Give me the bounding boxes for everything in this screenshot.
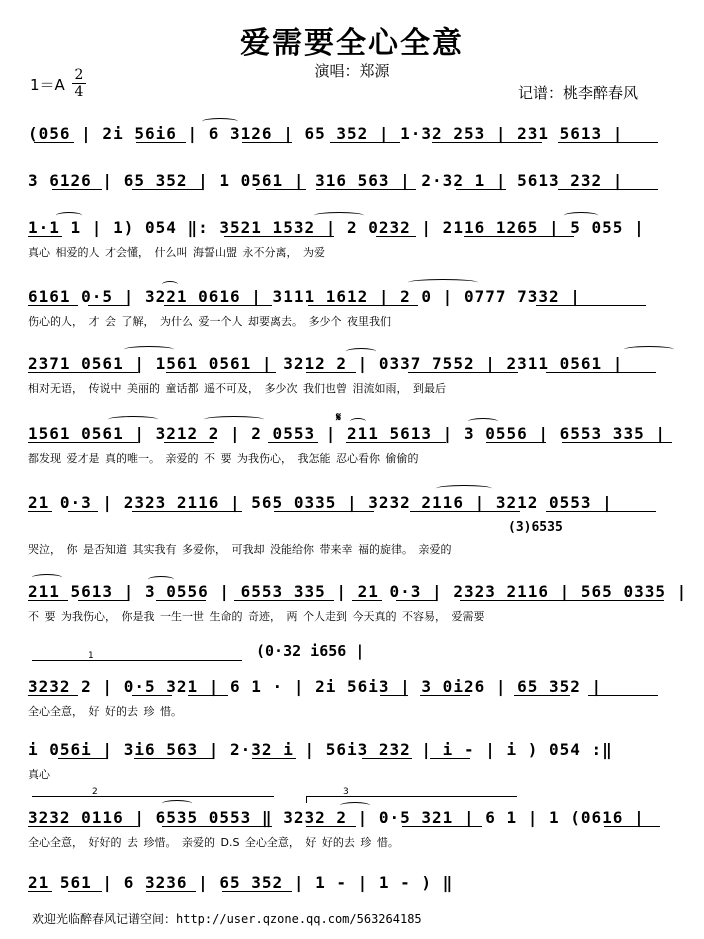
beam bbox=[252, 758, 296, 759]
beam bbox=[58, 758, 108, 759]
beam bbox=[410, 511, 520, 512]
beam bbox=[306, 826, 356, 827]
beam bbox=[546, 511, 656, 512]
beam bbox=[306, 372, 356, 373]
beam bbox=[68, 511, 98, 512]
beam bbox=[562, 442, 672, 443]
tie bbox=[564, 212, 598, 219]
beam bbox=[330, 142, 400, 143]
lyrics: 相对无语， 传说中 美丽的 童话都 遥不可及， 多少次 我们也曾 泪流如雨， 到最后 bbox=[28, 382, 446, 395]
notes: 3232 0116 | 6535 0553 ‖ 3232 2 | 0·5 321 | 6 1 | 1 (0616 | bbox=[28, 808, 645, 827]
beam bbox=[28, 305, 78, 306]
notes: i 056i | 3i6 563 | 2·32 i | 56i3 232 | i - | i ) 054 :‖ bbox=[28, 740, 613, 759]
meter-top: 2 bbox=[74, 67, 84, 83]
beam bbox=[268, 442, 318, 443]
beam bbox=[28, 511, 52, 512]
tie bbox=[436, 485, 492, 492]
tie bbox=[340, 802, 370, 809]
score-row-12 bbox=[28, 873, 676, 903]
beam bbox=[432, 142, 542, 143]
beam bbox=[136, 142, 186, 143]
beam bbox=[308, 305, 418, 306]
beam bbox=[604, 826, 660, 827]
tie bbox=[162, 281, 178, 288]
score-row-6 bbox=[28, 410, 676, 468]
score-row-3 bbox=[28, 218, 676, 262]
score-row-7 bbox=[28, 493, 676, 557]
beam bbox=[78, 600, 128, 601]
beam bbox=[52, 189, 102, 190]
score-row-5 bbox=[28, 354, 676, 398]
beam bbox=[222, 891, 292, 892]
beam bbox=[486, 442, 546, 443]
notes: 211 5613 | 3 0556 | 6553 335 | 21 0·3 | 2323 2116 | 565 0335 | bbox=[28, 582, 688, 601]
beam bbox=[420, 695, 470, 696]
score-row-1 bbox=[28, 124, 676, 160]
beam bbox=[274, 511, 374, 512]
notes: 21 561 | 6 3236 | 65 352 | 1 - | 1 - ) ‖ bbox=[28, 873, 454, 892]
score-row-2 bbox=[28, 171, 676, 207]
score-row-4 bbox=[28, 287, 676, 331]
beam bbox=[164, 442, 214, 443]
notes: 21 0·3 | 2323 2116 | 565 0335 | 3232 2116 | 3212 0553 | bbox=[28, 493, 613, 512]
meter-bottom: 4 bbox=[74, 84, 84, 100]
beam bbox=[162, 826, 272, 827]
notes: 6161 0·5 | 3221 0616 | 3111 1612 | 2 0 | 0777 7332 | bbox=[28, 287, 581, 306]
beam bbox=[134, 758, 214, 759]
volta-bracket-3 bbox=[306, 787, 517, 803]
beam bbox=[514, 695, 570, 696]
lyrics: 全心全意， 好 好的去 珍 惜。 bbox=[28, 705, 182, 718]
score-row-11 bbox=[28, 808, 676, 852]
beam bbox=[132, 695, 172, 696]
tie bbox=[148, 576, 174, 583]
score-row-10 bbox=[28, 740, 676, 784]
beam bbox=[28, 695, 78, 696]
song-title: 爱需要全心全意 bbox=[240, 26, 464, 61]
notes: 1·1 1 | 1) 054 ‖: 3521 1532 | 2 0232 | 2116 1265 | 5 055 | bbox=[28, 218, 645, 237]
segno-insert: (3)6535 bbox=[508, 520, 563, 535]
beam bbox=[28, 372, 138, 373]
tie bbox=[350, 418, 366, 425]
beam bbox=[456, 189, 506, 190]
tie bbox=[56, 212, 82, 219]
lyrics: 都发现 爱才是 真的唯一。 亲爱的 不 要 为我伤心， 我怎能 忍心看你 偷偷的 bbox=[28, 452, 419, 465]
score-row-8 bbox=[28, 582, 688, 626]
beam bbox=[28, 891, 52, 892]
lyrics: 真心 相爱的人 才会懂， 什么叫 海誓山盟 永不分离， 为爱 bbox=[28, 246, 325, 259]
volta-bracket-2 bbox=[32, 787, 274, 803]
tie bbox=[204, 416, 264, 423]
tie bbox=[108, 416, 158, 423]
tie bbox=[624, 346, 674, 353]
beam bbox=[234, 600, 334, 601]
beam bbox=[68, 891, 102, 892]
tie bbox=[32, 574, 62, 581]
beam bbox=[564, 600, 664, 601]
beam bbox=[588, 695, 658, 696]
tie bbox=[468, 418, 498, 425]
lyrics: 真心 bbox=[28, 768, 50, 781]
interlude-notes: (0·32 i656 | bbox=[256, 642, 365, 660]
beam bbox=[362, 758, 412, 759]
beam bbox=[256, 189, 306, 190]
tie bbox=[346, 348, 376, 355]
beam bbox=[346, 442, 446, 443]
notes: 1561 0561 | 3212 2 | 2 0553 | 211 5613 | 3 0556 | 6553 335 | bbox=[28, 424, 666, 443]
beam bbox=[380, 695, 408, 696]
volta-bracket-1 bbox=[32, 651, 242, 667]
tie bbox=[124, 346, 174, 353]
beam bbox=[166, 372, 276, 373]
beam bbox=[460, 600, 568, 601]
beam bbox=[188, 695, 228, 696]
score-row-9 bbox=[28, 677, 676, 721]
beam bbox=[352, 600, 382, 601]
beam bbox=[464, 236, 574, 237]
beam bbox=[164, 305, 272, 306]
beam bbox=[402, 826, 482, 827]
volta-number: 2 bbox=[92, 787, 98, 797]
beam bbox=[316, 189, 416, 190]
beam bbox=[28, 236, 62, 237]
beam bbox=[558, 142, 658, 143]
lyrics: 伤心的人， 才 会 了解， 为什么 爱一个人 却要离去。 多少个 夜里我们 bbox=[28, 315, 391, 328]
beam bbox=[396, 600, 436, 601]
beam bbox=[546, 372, 656, 373]
beam bbox=[408, 372, 518, 373]
beam bbox=[34, 142, 74, 143]
beam bbox=[28, 600, 68, 601]
segno-sign: 𝄋 bbox=[336, 410, 342, 424]
beam bbox=[242, 142, 292, 143]
volta-number: 3 bbox=[343, 787, 349, 797]
beam bbox=[88, 305, 128, 306]
beam bbox=[132, 511, 242, 512]
lyrics: 哭泣， 你 是否知道 其实我有 多爱你， 可我却 没能给你 带来幸 福的旋律。 亲爱的 bbox=[28, 543, 452, 556]
beam bbox=[536, 305, 646, 306]
lyrics: 全心全意， 好好的 去 珍惜。 亲爱的 D.S 全心全意， 好 好的去 珍 惜。 bbox=[28, 836, 399, 849]
beam bbox=[430, 758, 470, 759]
tie bbox=[162, 800, 192, 807]
notes: (056 | 2i 56i6 | 6 3126 | 65 352 | 1·32 253 | 231 5613 | bbox=[28, 124, 624, 143]
singer-credit: 演唱：郑源 bbox=[314, 62, 390, 80]
beam bbox=[224, 236, 334, 237]
beam bbox=[156, 600, 206, 601]
lyrics: 不 要 为我伤心， 你是我 一生一世 生命的 奇迹， 两 个人走到 今天真的 不容易， 爱需要 bbox=[28, 610, 485, 623]
beam bbox=[376, 236, 416, 237]
notes: 3 6126 | 65 352 | 1 0561 | 316 563 | 2·32 1 | 5613 232 | bbox=[28, 171, 624, 190]
key-signature: 1＝A bbox=[30, 76, 65, 94]
time-signature bbox=[72, 68, 86, 99]
transcriber-credit: 记谱：桃李醉春风 bbox=[518, 84, 639, 102]
beam bbox=[28, 442, 138, 443]
notes: 2371 0561 | 1561 0561 | 3212 2 | 0337 7552 | 2311 0561 | bbox=[28, 354, 624, 373]
tie bbox=[202, 118, 238, 125]
tie bbox=[408, 279, 478, 286]
notes: 3232 2 | 0·5 321 | 6 1 · | 2i 56i3 | 3 0i26 | 65 352 | bbox=[28, 677, 603, 696]
beam bbox=[28, 826, 138, 827]
tie bbox=[314, 212, 364, 219]
beam bbox=[132, 189, 202, 190]
beam bbox=[146, 891, 196, 892]
volta-number: 1 bbox=[88, 651, 94, 661]
footer-credit: 欢迎光临醉春风记谱空间：http://user.qzone.qq.com/563264185 bbox=[32, 912, 422, 926]
beam bbox=[558, 189, 658, 190]
